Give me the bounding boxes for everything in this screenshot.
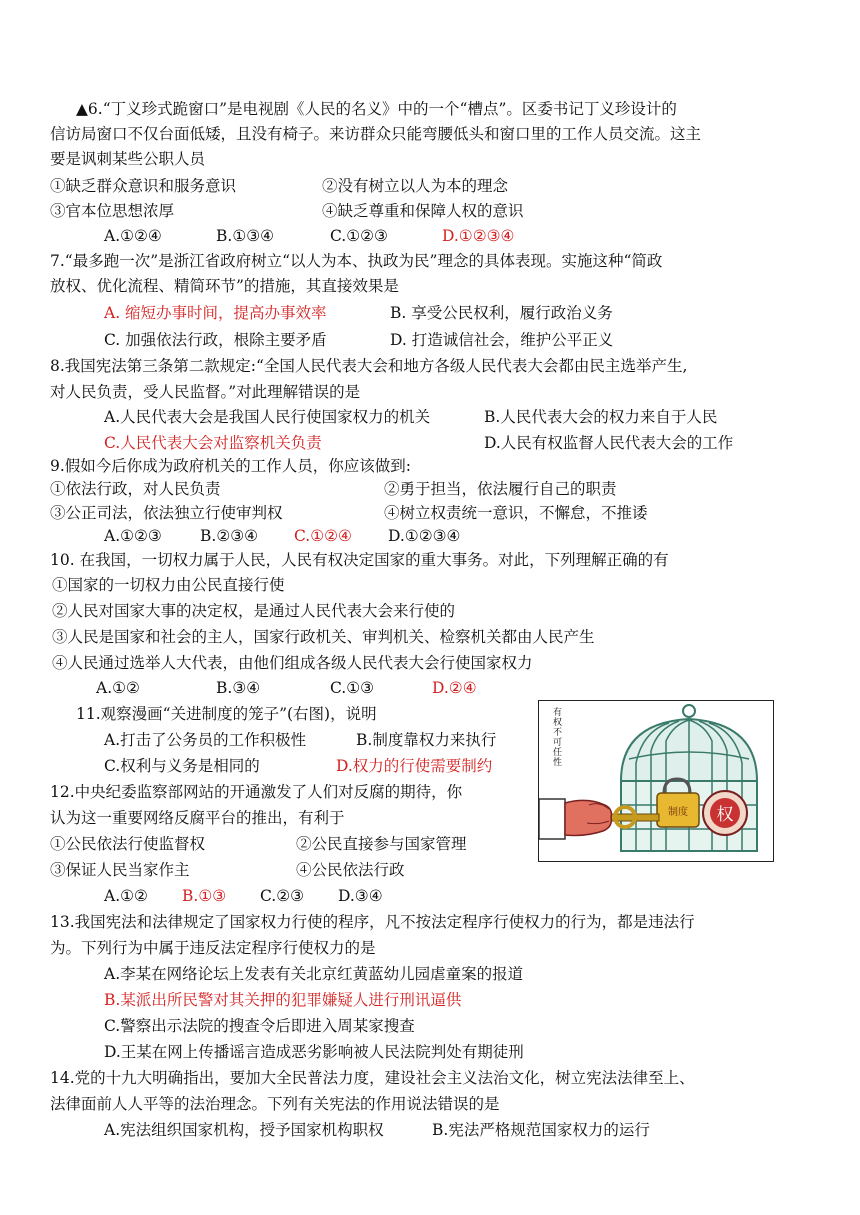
q9-statement-2: ②勇于担当，依法履行自己的职责 — [384, 480, 617, 498]
q12-statement-1: ①公民依法行使监督权 — [50, 835, 206, 853]
q8-stem-line2: 对人民负责，受人民监督。”对此理解错误的是 — [50, 383, 361, 401]
cage-illustration — [539, 701, 772, 860]
q12-stem-line1: 12.中央纪委监察部网站的开通激发了人们对反腐的期待，你 — [50, 783, 463, 801]
q10-statement-1: ①国家的一切权力由公民直接行使 — [52, 576, 285, 594]
q6-stem-line2: 信访局窗口不仅台面低矮，且没有椅子。来访群众只能弯腰低头和窗口里的工作人员交流。这主 — [50, 125, 702, 143]
q10-option-c: C.①③ — [330, 679, 375, 697]
q6-statement-4: ④缺乏尊重和保障人权的意识 — [322, 202, 524, 220]
q9-option-d: D.①②③④ — [388, 527, 461, 545]
q9-option-c-answer: C.①②④ — [294, 527, 352, 545]
q6-option-a: A.①②④ — [104, 227, 162, 245]
q10-statement-2: ②人民对国家大事的决定权，是通过人民代表大会来行使的 — [52, 602, 456, 620]
q6-option-d-answer: D.①②③④ — [442, 227, 515, 245]
q8-option-a: A.人民代表大会是我国人民行使国家权力的机关 — [104, 408, 431, 426]
q14-stem-line2: 法律面前人人平等的法治理念。下列有关宪法的作用说法错误的是 — [50, 1095, 500, 1113]
q12-statement-2: ②公民直接参与国家管理 — [296, 835, 467, 853]
q13-option-a: A.李某在网络论坛上发表有关北京红黄蓝幼儿园虐童案的报道 — [104, 965, 524, 983]
q8-option-c-answer: C.人民代表大会对监察机关负责 — [104, 434, 322, 452]
q8-option-b: B.人民代表大会的权力来自于人民 — [484, 408, 718, 426]
q9-statement-1: ①依法行政，对人民负责 — [50, 480, 221, 498]
q14-option-b: B.宪法严格规范国家权力的运行 — [432, 1121, 650, 1139]
q12-option-c: C.②③ — [260, 887, 305, 905]
q9-option-a: A.①②③ — [104, 527, 162, 545]
q10-statement-3: ③人民是国家和社会的主人，国家行政机关、审判机关、检察机关都由人民产生 — [52, 628, 595, 646]
q12-option-b-answer: B.①③ — [182, 887, 227, 905]
q12-statement-3: ③保证人民当家作主 — [50, 861, 190, 879]
q12-statement-4: ④公民依法行政 — [296, 861, 405, 879]
q6-statement-3: ③官本位思想浓厚 — [50, 202, 175, 220]
q13-option-c: C.警察出示法院的搜查令后即进入周某家搜查 — [104, 1017, 415, 1035]
q8-stem-line1: 8.我国宪法第三条第二款规定:“全国人民代表大会和地方各级人民代表大会都由民主选举产生, — [50, 357, 688, 375]
q12-stem-line2: 认为这一重要网络反腐平台的推出，有利于 — [50, 809, 345, 827]
cartoon-institution-cage — [538, 700, 774, 862]
q11-option-a: A.打击了公务员的工作积极性 — [104, 731, 307, 749]
q11-option-c: C.权利与义务是相同的 — [104, 757, 260, 775]
q13-stem-line1: 13.我国宪法和法律规定了国家权力行使的程序，凡不按法定程序行使权力的行为，都是违法行 — [50, 913, 695, 931]
cartoon-lock-text: 制度 — [668, 807, 688, 818]
q6-option-b: B.①③④ — [216, 227, 275, 245]
q10-option-a: A.①② — [96, 679, 140, 697]
q13-option-d: D.王某在网上传播谣言造成恶劣影响被人民法院判处有期徒刑 — [104, 1043, 524, 1061]
q14-option-a: A.宪法组织国家机构，授予国家机构职权 — [104, 1121, 384, 1139]
q13-option-b-answer: B.某派出所民警对其关押的犯罪嫌疑人进行刑讯逼供 — [104, 991, 462, 1009]
q9-statement-3: ③公正司法，依法独立行使审判权 — [50, 504, 283, 522]
q10-statement-4: ④人民通过选举人大代表，由他们组成各级人民代表大会行使国家权力 — [52, 654, 533, 672]
q13-stem-line2: 为。下列行为中属于违反法定程序行使权力的是 — [50, 939, 376, 957]
q11-option-d-answer: D.权力的行使需要制约 — [336, 757, 493, 775]
q7-option-a-answer: A. 缩短办事时间，提高办事效率 — [104, 304, 327, 322]
q6-stem-line1: ▲6.“丁义珍式跪窗口”是电视剧《人民的名义》中的一个“槽点”。区委书记丁义珍设计的 — [76, 100, 677, 118]
q6-statement-1: ①缺乏群众意识和服务意识 — [50, 177, 237, 195]
cartoon-caption: 有权不可任性 — [551, 707, 561, 767]
q7-option-b: B. 享受公民权利，履行政治义务 — [390, 304, 613, 322]
q6-option-c: C.①②③ — [330, 227, 388, 245]
q10-option-d-answer: D.②④ — [432, 679, 477, 697]
q7-option-c: C. 加强依法行政，根除主要矛盾 — [104, 331, 327, 349]
q12-option-a: A.①② — [104, 887, 148, 905]
q9-stem-line1: 9.假如今后你成为政府机关的工作人员，你应该做到: — [50, 457, 412, 475]
q14-stem-line1: 14.党的十九大明确指出，要加大全民普法力度，建设社会主义法治文化，树立宪法法律至上、 — [50, 1069, 695, 1087]
q7-stem-line2: 放权、优化流程、精简环节”的措施，其直接效果是 — [50, 277, 399, 295]
q11-stem-line1: 11.观察漫画“关进制度的笼子”(右图)，说明 — [76, 705, 377, 723]
q7-option-d: D. 打造诚信社会，维护公平正义 — [390, 331, 614, 349]
q6-stem-line3: 要是讽刺某些公职人员 — [50, 150, 206, 168]
q10-option-b: B.③④ — [216, 679, 261, 697]
q6-statement-2: ②没有树立以人为本的理念 — [322, 177, 509, 195]
q12-option-d: D.③④ — [338, 887, 383, 905]
q9-statement-4: ④树立权责统一意识，不懈怠，不推诿 — [384, 504, 648, 522]
q7-stem-line1: 7.“最多跑一次”是浙江省政府树立“以人为本、执政为民”理念的具体表现。实施这种“简政 — [50, 252, 663, 270]
q11-option-b: B.制度靠权力来执行 — [356, 731, 497, 749]
cartoon-ball-text: 权 — [716, 805, 734, 825]
q9-option-b: B.②③④ — [200, 527, 259, 545]
q8-option-d: D.人民有权监督人民代表大会的工作 — [484, 434, 734, 452]
q10-stem-line1: 10. 在我国，一切权力属于人民，人民有权决定国家的重大事务。对此，下列理解正确的有 — [50, 551, 669, 569]
